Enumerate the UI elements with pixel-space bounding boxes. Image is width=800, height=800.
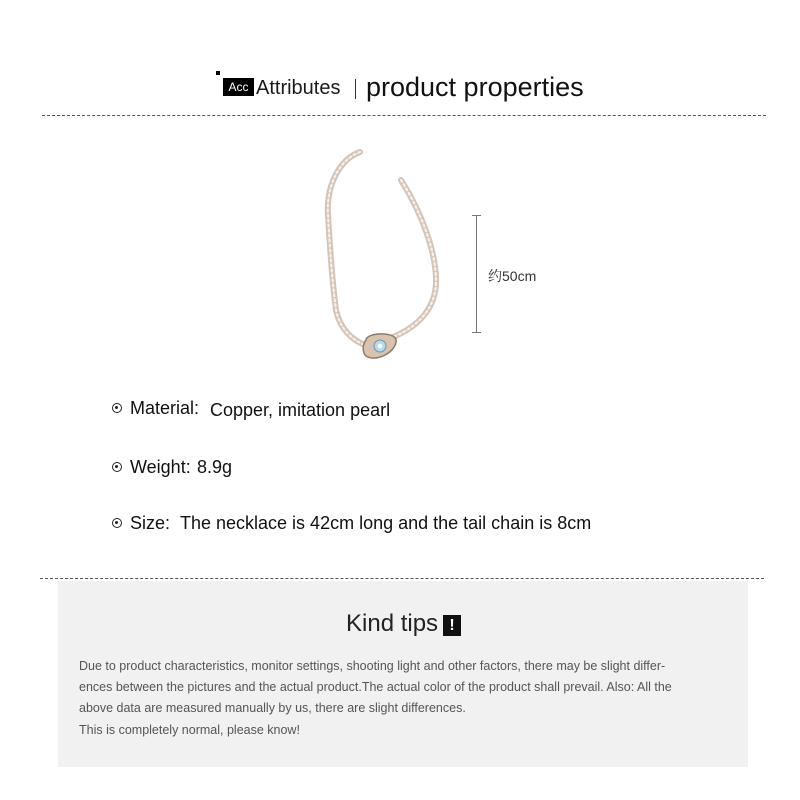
kind-tips-title: Kind tips (346, 610, 439, 637)
pendant-charm (363, 334, 396, 358)
material-bullet-icon (112, 403, 122, 413)
length-annotation: 约50cm (488, 268, 537, 284)
product-properties-title: product properties (366, 72, 584, 102)
weight-value: 8.9g (197, 457, 233, 477)
attributes-title: Attributes (256, 77, 341, 99)
material-value: Copper, imitation pearl (210, 400, 391, 420)
tips-line-3: above data are measured manually by us, there are slight differences. (79, 701, 466, 715)
size-bullet-icon (112, 518, 122, 528)
length-measure-line (476, 215, 477, 332)
tips-line-1: Due to product characteristics, monitor settings, shooting light and other factors, there may be slight differ- (79, 659, 666, 673)
bottom-dashed-divider (40, 578, 764, 579)
header-decoration (216, 71, 220, 75)
title-divider (355, 79, 356, 99)
length-measure-cap-bottom (472, 332, 481, 333)
weight-bullet-icon (112, 462, 122, 472)
length-measure-cap-top (472, 215, 481, 216)
tips-line-2: ences between the pictures and the actual product.The actual color of the product shall prevail. Also: All the (79, 680, 672, 694)
acc-badge: Acc (223, 78, 254, 96)
top-dashed-divider (42, 115, 766, 116)
weight-label: Weight: (130, 457, 191, 477)
size-label: Size: (130, 513, 171, 533)
material-label: Material: (130, 398, 200, 418)
necklace-image (310, 145, 470, 370)
tips-line-4: This is completely normal, please know! (79, 723, 300, 737)
size-value: The necklace is 42cm long and the tail chain is 8cm (180, 513, 592, 533)
exclamation-icon: ! (443, 615, 461, 636)
